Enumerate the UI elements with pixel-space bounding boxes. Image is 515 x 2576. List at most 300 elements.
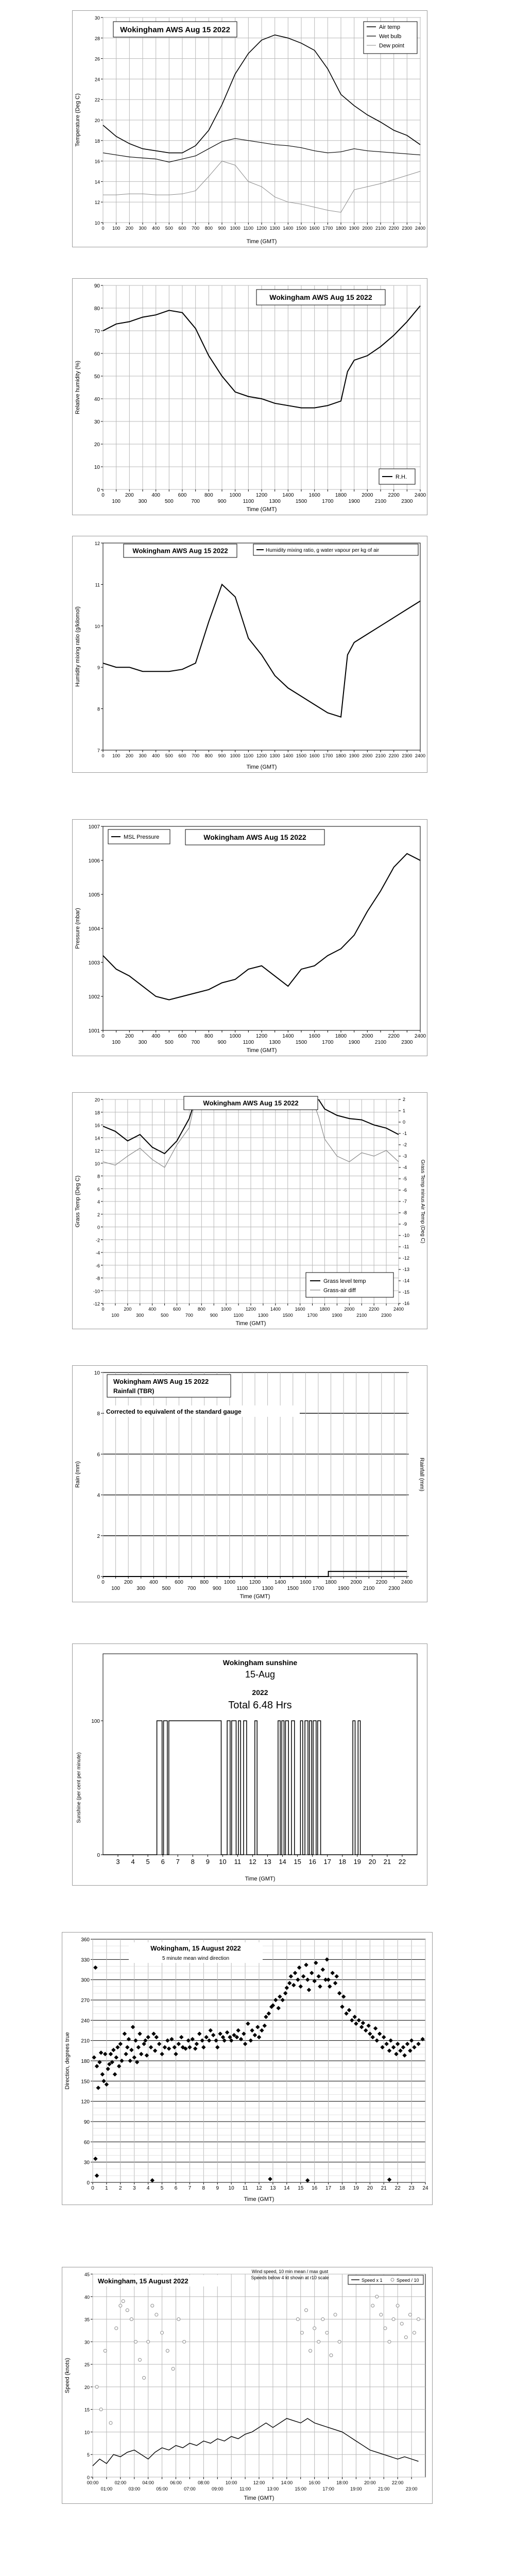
x-tick-label: 20	[367, 2185, 373, 2191]
x-tick-label: 1500	[295, 499, 307, 504]
y-tick-label: 10	[94, 1161, 100, 1166]
y-tick-label: -8	[95, 1276, 100, 1281]
y-tick-label: 1001	[88, 1028, 100, 1034]
y-axis-label: Temperature (Deg C)	[75, 93, 81, 147]
x-tick-label: 2400	[401, 1580, 413, 1585]
y-tick-label: 26	[94, 56, 100, 62]
y-tick-label: -12	[93, 1301, 100, 1307]
x-tick-label: 1400	[274, 1580, 286, 1585]
x-axis-label: Time (GMT)	[245, 1876, 276, 1882]
x-tick-label: 600	[178, 226, 186, 231]
x-tick-label: 1100	[243, 499, 254, 504]
y-tick-label: 10	[94, 465, 100, 470]
y-tick-label: 6	[97, 1452, 100, 1458]
x-tick-label: 8	[191, 1858, 195, 1866]
grass-chart	[72, 1092, 427, 1329]
x-tick-label: 2200	[388, 226, 399, 231]
y-axis-label: Humidity mixing ratio (g/kilomol)	[75, 606, 81, 687]
x-tick-label: 23:00	[405, 2486, 418, 2492]
x-tick-label: 800	[204, 226, 213, 231]
x-tick-label: 1400	[282, 493, 294, 498]
y-tick-label: -10	[93, 1289, 100, 1294]
y-axis-label: Rain (mm)	[75, 1461, 81, 1488]
data-point	[296, 2318, 299, 2321]
x-tick-label: 400	[152, 753, 160, 758]
x-axis-label: Time (GMT)	[246, 239, 277, 245]
y-tick-label: 8	[97, 706, 100, 712]
x-tick-label: 2200	[375, 1580, 387, 1585]
chart-title: Wokingham AWS Aug 15 2022	[113, 1378, 209, 1385]
x-tick-label: 1800	[335, 226, 347, 231]
data-point	[183, 2340, 186, 2343]
x-tick-label: 2000	[350, 1580, 362, 1585]
y-tick-label: 16	[94, 1123, 100, 1128]
x-tick-label: 500	[164, 1040, 174, 1045]
x-tick-label: 2100	[375, 226, 386, 231]
x-tick-label: 1500	[295, 1040, 307, 1045]
x-tick-label: 04:00	[142, 2480, 154, 2485]
x-tick-label: 400	[149, 1580, 158, 1585]
y-tick-label: 0	[97, 1225, 100, 1230]
x-tick-label: 900	[212, 1586, 221, 1591]
x-tick-label: 16:00	[308, 2480, 320, 2485]
x-tick-label: 1100	[236, 1586, 248, 1591]
y-tick-label: 20	[94, 442, 100, 448]
data-point	[305, 2309, 308, 2312]
x-tick-label: 600	[178, 753, 186, 758]
data-point	[309, 2349, 312, 2352]
data-point	[119, 2304, 122, 2307]
x-tick-label: 7	[176, 1858, 180, 1866]
x-tick-label: 100	[111, 1586, 120, 1591]
plot-area	[103, 543, 420, 750]
x-tick-label: 11:00	[239, 2486, 251, 2492]
legend-entry: R.H.	[396, 474, 407, 480]
y-tick-label: 120	[81, 2099, 90, 2105]
y-tick-label: 7	[97, 748, 100, 753]
x-tick-label: 700	[185, 1313, 193, 1318]
x-tick-label: 02:00	[114, 2480, 127, 2485]
legend-entry: Humidity mixing ratio, g water vapour per kg of air	[266, 548, 380, 553]
x-tick-label: 1600	[309, 226, 320, 231]
wind-direction-chart	[62, 1932, 433, 2205]
x-tick-label: 900	[218, 226, 226, 231]
x-tick-label: 23	[408, 2185, 415, 2191]
legend-entry: Speed / 10	[397, 2278, 419, 2283]
x-tick-label: 22	[394, 2185, 401, 2191]
y-tick-label: 4	[97, 1493, 100, 1499]
x-axis-label: Time (GMT)	[246, 764, 277, 770]
x-tick-label: 200	[125, 493, 134, 498]
x-tick-label: 2300	[401, 1040, 413, 1045]
x-tick-label: 1700	[322, 226, 333, 231]
x-tick-label: 19	[353, 2185, 359, 2191]
x-tick-label: 1100	[243, 1040, 254, 1045]
y-tick-label: 14	[94, 1136, 100, 1141]
data-point	[388, 2340, 391, 2343]
x-tick-label: 17	[325, 2185, 332, 2191]
y-tick-label: 0	[87, 2180, 90, 2186]
x-tick-label: 700	[187, 1586, 196, 1591]
x-tick-label: 700	[192, 226, 200, 231]
data-point	[134, 2340, 137, 2343]
legend-entry: Air temp	[379, 24, 400, 30]
data-point	[104, 2349, 107, 2352]
x-tick-label: 1600	[295, 1307, 305, 1312]
chart-total: Total 6.48 Hrs	[228, 1700, 292, 1711]
x-tick-label: 1500	[296, 753, 307, 758]
x-tick-label: 200	[124, 1580, 133, 1585]
x-tick-label: 500	[165, 226, 173, 231]
y-tick-label: 300	[81, 1977, 90, 1984]
humidity-chart	[72, 278, 427, 515]
grass-panel	[72, 1092, 427, 1329]
y-tick-label: 90	[83, 2120, 90, 2125]
x-tick-label: 03:00	[128, 2486, 141, 2492]
y-axis-label: Relative humidity (%)	[75, 361, 81, 414]
x-tick-label: 12	[249, 1858, 256, 1866]
y-right-tick-label: -8	[403, 1210, 407, 1215]
x-tick-label: 500	[164, 499, 174, 504]
x-tick-label: 1300	[269, 1040, 281, 1045]
y-tick-label: -6	[95, 1263, 100, 1268]
y-tick-label: 0	[97, 1574, 100, 1580]
x-tick-label: 600	[178, 1033, 187, 1039]
x-tick-label: 600	[178, 493, 187, 498]
y-tick-label: 8	[97, 1411, 100, 1417]
sunshine-panel	[72, 1643, 427, 1886]
temperature-chart	[72, 10, 427, 247]
wind-direction-panel	[62, 1932, 433, 2205]
y-right-axis-label: Rainfall (mm)	[419, 1458, 425, 1492]
x-tick-label: 2300	[401, 499, 413, 504]
y-tick-label: 35	[84, 2317, 90, 2323]
data-point	[384, 2327, 387, 2330]
x-tick-label: 0	[101, 1033, 105, 1039]
y-right-tick-label: -6	[403, 1188, 407, 1193]
y-tick-label: 20	[94, 118, 100, 123]
y-tick-label: 25	[84, 2362, 90, 2368]
x-tick-label: 7	[188, 2185, 192, 2191]
x-tick-label: 4	[131, 1858, 135, 1866]
x-tick-label: 11	[234, 1858, 242, 1866]
x-tick-label: 1000	[230, 226, 241, 231]
y-right-tick-label: -15	[403, 1290, 410, 1295]
y-axis-label: Pressure (mbar)	[75, 908, 81, 949]
y-tick-label: 10	[94, 623, 100, 629]
y-tick-label: 270	[81, 1998, 90, 2004]
x-tick-label: 100	[112, 1040, 121, 1045]
y-axis-label: Sunshine (per cent per minute)	[76, 1752, 82, 1823]
y-tick-label: 45	[84, 2272, 90, 2277]
x-tick-label: 300	[136, 1313, 144, 1318]
x-tick-label: 20	[368, 1858, 376, 1866]
y-tick-label: 2	[97, 1533, 100, 1539]
x-tick-label: 1200	[255, 1033, 268, 1039]
y-tick-label: 15	[84, 2407, 90, 2413]
data-point	[155, 2313, 158, 2316]
x-tick-label: 0	[101, 493, 105, 498]
x-tick-label: 15	[294, 1858, 301, 1866]
rainfall-panel	[72, 1365, 427, 1602]
x-tick-label: 2200	[369, 1307, 380, 1312]
x-tick-label: 1800	[319, 1307, 330, 1312]
x-tick-label: 10:00	[225, 2480, 237, 2485]
x-tick-label: 13:00	[267, 2486, 279, 2492]
y-tick-label: 6	[97, 1187, 100, 1192]
chart-subtitle: Rainfall (TBR)	[113, 1387, 154, 1395]
x-tick-label: 900	[217, 1040, 227, 1045]
chart-subtitle: Wind speed, 10 min mean / max gust	[251, 2269, 329, 2274]
x-tick-label: 900	[217, 499, 227, 504]
x-tick-label: 1900	[348, 499, 360, 504]
x-tick-label: 2400	[414, 1033, 426, 1039]
chart-title: Wokingham, 15 August 2022	[150, 1944, 241, 1952]
data-point	[380, 2313, 383, 2316]
y-tick-label: -4	[95, 1250, 100, 1256]
x-tick-label: 1000	[221, 1307, 232, 1312]
x-tick-label: 1000	[230, 753, 241, 758]
data-point	[413, 2331, 416, 2334]
x-tick-label: 500	[162, 1586, 171, 1591]
y-tick-label: 5	[87, 2452, 90, 2458]
x-tick-label: 2200	[388, 493, 400, 498]
chart-subtitle: 5 minute mean wind direction	[162, 1956, 230, 1961]
x-tick-label: 1300	[269, 226, 280, 231]
mixing-ratio-chart	[72, 536, 427, 773]
x-tick-label: 400	[151, 493, 161, 498]
x-tick-label: 2300	[381, 1313, 392, 1318]
y-tick-label: 4	[97, 1199, 100, 1205]
x-tick-label: 200	[125, 753, 133, 758]
x-tick-label: 2200	[388, 1033, 400, 1039]
x-tick-label: 2000	[362, 1033, 373, 1039]
legend-entry: Grass level temp	[323, 1278, 366, 1284]
x-tick-label: 200	[125, 1033, 134, 1039]
x-tick-label: 1000	[229, 1033, 241, 1039]
x-tick-label: 1700	[322, 753, 333, 758]
y-axis-label: Direction, degrees true	[64, 2032, 71, 2090]
legend-entry: Grass-air diff	[323, 1287, 356, 1294]
x-tick-label: 14	[279, 1858, 286, 1866]
x-tick-label: 2000	[362, 226, 373, 231]
x-tick-label: 12:00	[253, 2480, 265, 2485]
data-point	[126, 2309, 129, 2312]
legend-entry: Speed x 1	[362, 2278, 383, 2283]
x-tick-label: 1700	[322, 499, 334, 504]
chart-annotation: Corrected to equivalent of the standard gauge	[106, 1408, 242, 1415]
data-point	[330, 2354, 333, 2357]
y-right-tick-label: -10	[403, 1233, 410, 1238]
x-tick-label: 2100	[374, 499, 387, 504]
x-tick-label: 13	[270, 2185, 276, 2191]
x-tick-label: 1000	[229, 493, 241, 498]
x-tick-label: 2100	[363, 1586, 375, 1591]
x-tick-label: 1400	[283, 753, 294, 758]
x-tick-label: 700	[191, 499, 200, 504]
y-tick-label: 60	[83, 2140, 90, 2146]
x-tick-label: 1900	[332, 1313, 342, 1318]
data-point	[317, 2340, 320, 2343]
data-point	[313, 2327, 316, 2330]
data-point	[392, 2318, 395, 2321]
x-tick-label: 100	[111, 1313, 119, 1318]
x-tick-label: 2100	[356, 1313, 367, 1318]
x-tick-label: 9	[205, 1858, 210, 1866]
y-right-tick-label: -3	[403, 1154, 407, 1159]
y-tick-label: 210	[81, 2038, 90, 2044]
y-tick-label: 10	[84, 2430, 90, 2435]
pressure-panel	[72, 819, 427, 1056]
x-tick-label: 4	[146, 2185, 150, 2191]
y-tick-label: 1003	[88, 960, 100, 966]
x-tick-label: 07:00	[184, 2486, 196, 2492]
x-tick-label: 2300	[402, 753, 413, 758]
x-tick-label: 900	[210, 1313, 218, 1318]
x-tick-label: 500	[161, 1313, 169, 1318]
x-tick-label: 0	[101, 1307, 105, 1312]
x-tick-label: 5	[146, 1858, 150, 1866]
x-tick-label: 300	[138, 1040, 147, 1045]
x-tick-label: 2000	[344, 1307, 355, 1312]
y-right-tick-label: -16	[403, 1301, 410, 1306]
x-tick-label: 10	[228, 2185, 234, 2191]
x-tick-label: 18:00	[336, 2480, 348, 2485]
y-right-tick-label: -12	[403, 1256, 410, 1261]
x-tick-label: 3	[132, 2185, 136, 2191]
x-tick-label: 0	[101, 1580, 105, 1585]
y-tick-label: 50	[94, 374, 100, 380]
x-tick-label: 1600	[308, 1033, 320, 1039]
data-point	[300, 2331, 303, 2334]
x-tick-label: 13	[264, 1858, 271, 1866]
y-right-axis-label: Grass Temp minus Air Temp (Deg C)	[420, 1159, 425, 1244]
x-tick-label: 2100	[375, 753, 386, 758]
x-tick-label: 1900	[349, 226, 359, 231]
y-tick-label: 1006	[88, 858, 100, 864]
x-tick-label: 1000	[224, 1580, 235, 1585]
y-tick-label: 1002	[88, 994, 100, 1000]
x-tick-label: 1200	[245, 1307, 256, 1312]
x-tick-label: 300	[138, 499, 147, 504]
humidity-panel	[72, 278, 427, 515]
x-tick-label: 1600	[300, 1580, 312, 1585]
x-tick-label: 800	[204, 1033, 213, 1039]
data-point	[396, 2304, 399, 2307]
x-tick-label: 0	[101, 753, 105, 758]
temperature-panel	[72, 10, 427, 247]
x-tick-label: 0	[101, 226, 105, 231]
plot-area	[103, 1654, 417, 1855]
y-tick-label: 20	[94, 1097, 100, 1103]
x-tick-label: 9	[216, 2185, 219, 2191]
x-tick-label: 1600	[308, 493, 320, 498]
data-point	[404, 2336, 407, 2339]
data-point	[143, 2376, 146, 2379]
x-tick-label: 2400	[393, 1307, 404, 1312]
x-tick-label: 700	[191, 1040, 200, 1045]
x-tick-label: 1700	[312, 1586, 324, 1591]
x-tick-label: 1900	[349, 753, 359, 758]
x-tick-label: 15:00	[295, 2486, 307, 2492]
y-tick-label: 150	[81, 2079, 90, 2085]
x-tick-label: 1500	[296, 226, 307, 231]
y-tick-label: 360	[81, 1937, 90, 1943]
x-tick-label: 15	[298, 2185, 304, 2191]
x-tick-label: 1100	[243, 226, 254, 231]
y-tick-label: 9	[97, 665, 100, 671]
y-tick-label: 10	[94, 221, 100, 226]
x-tick-label: 2400	[414, 493, 426, 498]
x-axis-label: Time (GMT)	[246, 506, 277, 513]
x-tick-label: 1400	[283, 226, 294, 231]
y-tick-label: 12	[94, 200, 100, 206]
x-tick-label: 5	[160, 2185, 164, 2191]
x-tick-label: 400	[148, 1307, 157, 1312]
y-axis-label: Grass Temp (Deg C)	[75, 1175, 81, 1228]
y-tick-label: 0	[87, 2475, 90, 2480]
x-tick-label: 2100	[374, 1040, 387, 1045]
y-tick-label: 60	[94, 351, 100, 357]
x-tick-label: 1700	[307, 1313, 318, 1318]
data-point	[161, 2331, 164, 2334]
x-tick-label: 200	[124, 1307, 132, 1312]
data-point	[334, 2313, 337, 2316]
chart-title: Wokingham AWS Aug 15 2022	[132, 547, 228, 555]
chart-title: Wokingham sunshine	[222, 1658, 298, 1667]
y-tick-label: 80	[94, 306, 100, 312]
chart-title: Wokingham AWS Aug 15 2022	[269, 293, 372, 301]
y-right-tick-label: -9	[403, 1222, 407, 1227]
data-point	[177, 2318, 180, 2321]
y-tick-label: 12	[94, 1148, 100, 1154]
x-tick-label: 6	[174, 2185, 178, 2191]
x-tick-label: 1900	[348, 1040, 360, 1045]
pressure-chart	[72, 819, 427, 1056]
y-tick-label: 0	[97, 1853, 100, 1858]
x-tick-label: 1400	[282, 1033, 294, 1039]
wind-speed-panel	[62, 2267, 433, 2504]
y-tick-label: 100	[91, 1719, 100, 1724]
x-tick-label: 800	[197, 1307, 205, 1312]
data-point	[325, 2331, 329, 2334]
y-tick-label: 8	[97, 1174, 100, 1179]
x-tick-label: 6	[161, 1858, 165, 1866]
x-tick-label: 16	[312, 2185, 318, 2191]
y-tick-label: 28	[94, 36, 100, 41]
x-tick-label: 1700	[322, 1040, 334, 1045]
data-point	[147, 2340, 150, 2343]
legend-swatch	[391, 2278, 394, 2281]
y-tick-label: 2	[97, 1212, 100, 1217]
x-tick-label: 600	[173, 1307, 181, 1312]
y-right-tick-label: -2	[403, 1142, 407, 1147]
y-tick-label: 30	[84, 2340, 90, 2345]
data-point	[371, 2304, 374, 2307]
x-tick-label: 22	[398, 1858, 406, 1866]
x-tick-label: 1300	[258, 1313, 268, 1318]
x-tick-label: 06:00	[170, 2480, 182, 2485]
y-right-tick-label: -11	[403, 1244, 409, 1249]
y-tick-label: 20	[84, 2384, 90, 2390]
y-right-tick-label: -4	[403, 1165, 407, 1170]
y-tick-label: 180	[81, 2059, 90, 2064]
x-tick-label: 22:00	[391, 2480, 404, 2485]
x-tick-label: 200	[125, 226, 133, 231]
chart-title: Wokingham AWS Aug 15 2022	[203, 1099, 299, 1107]
x-tick-label: 1400	[270, 1307, 281, 1312]
y-axis-label: Speed (knots)	[64, 2358, 71, 2394]
